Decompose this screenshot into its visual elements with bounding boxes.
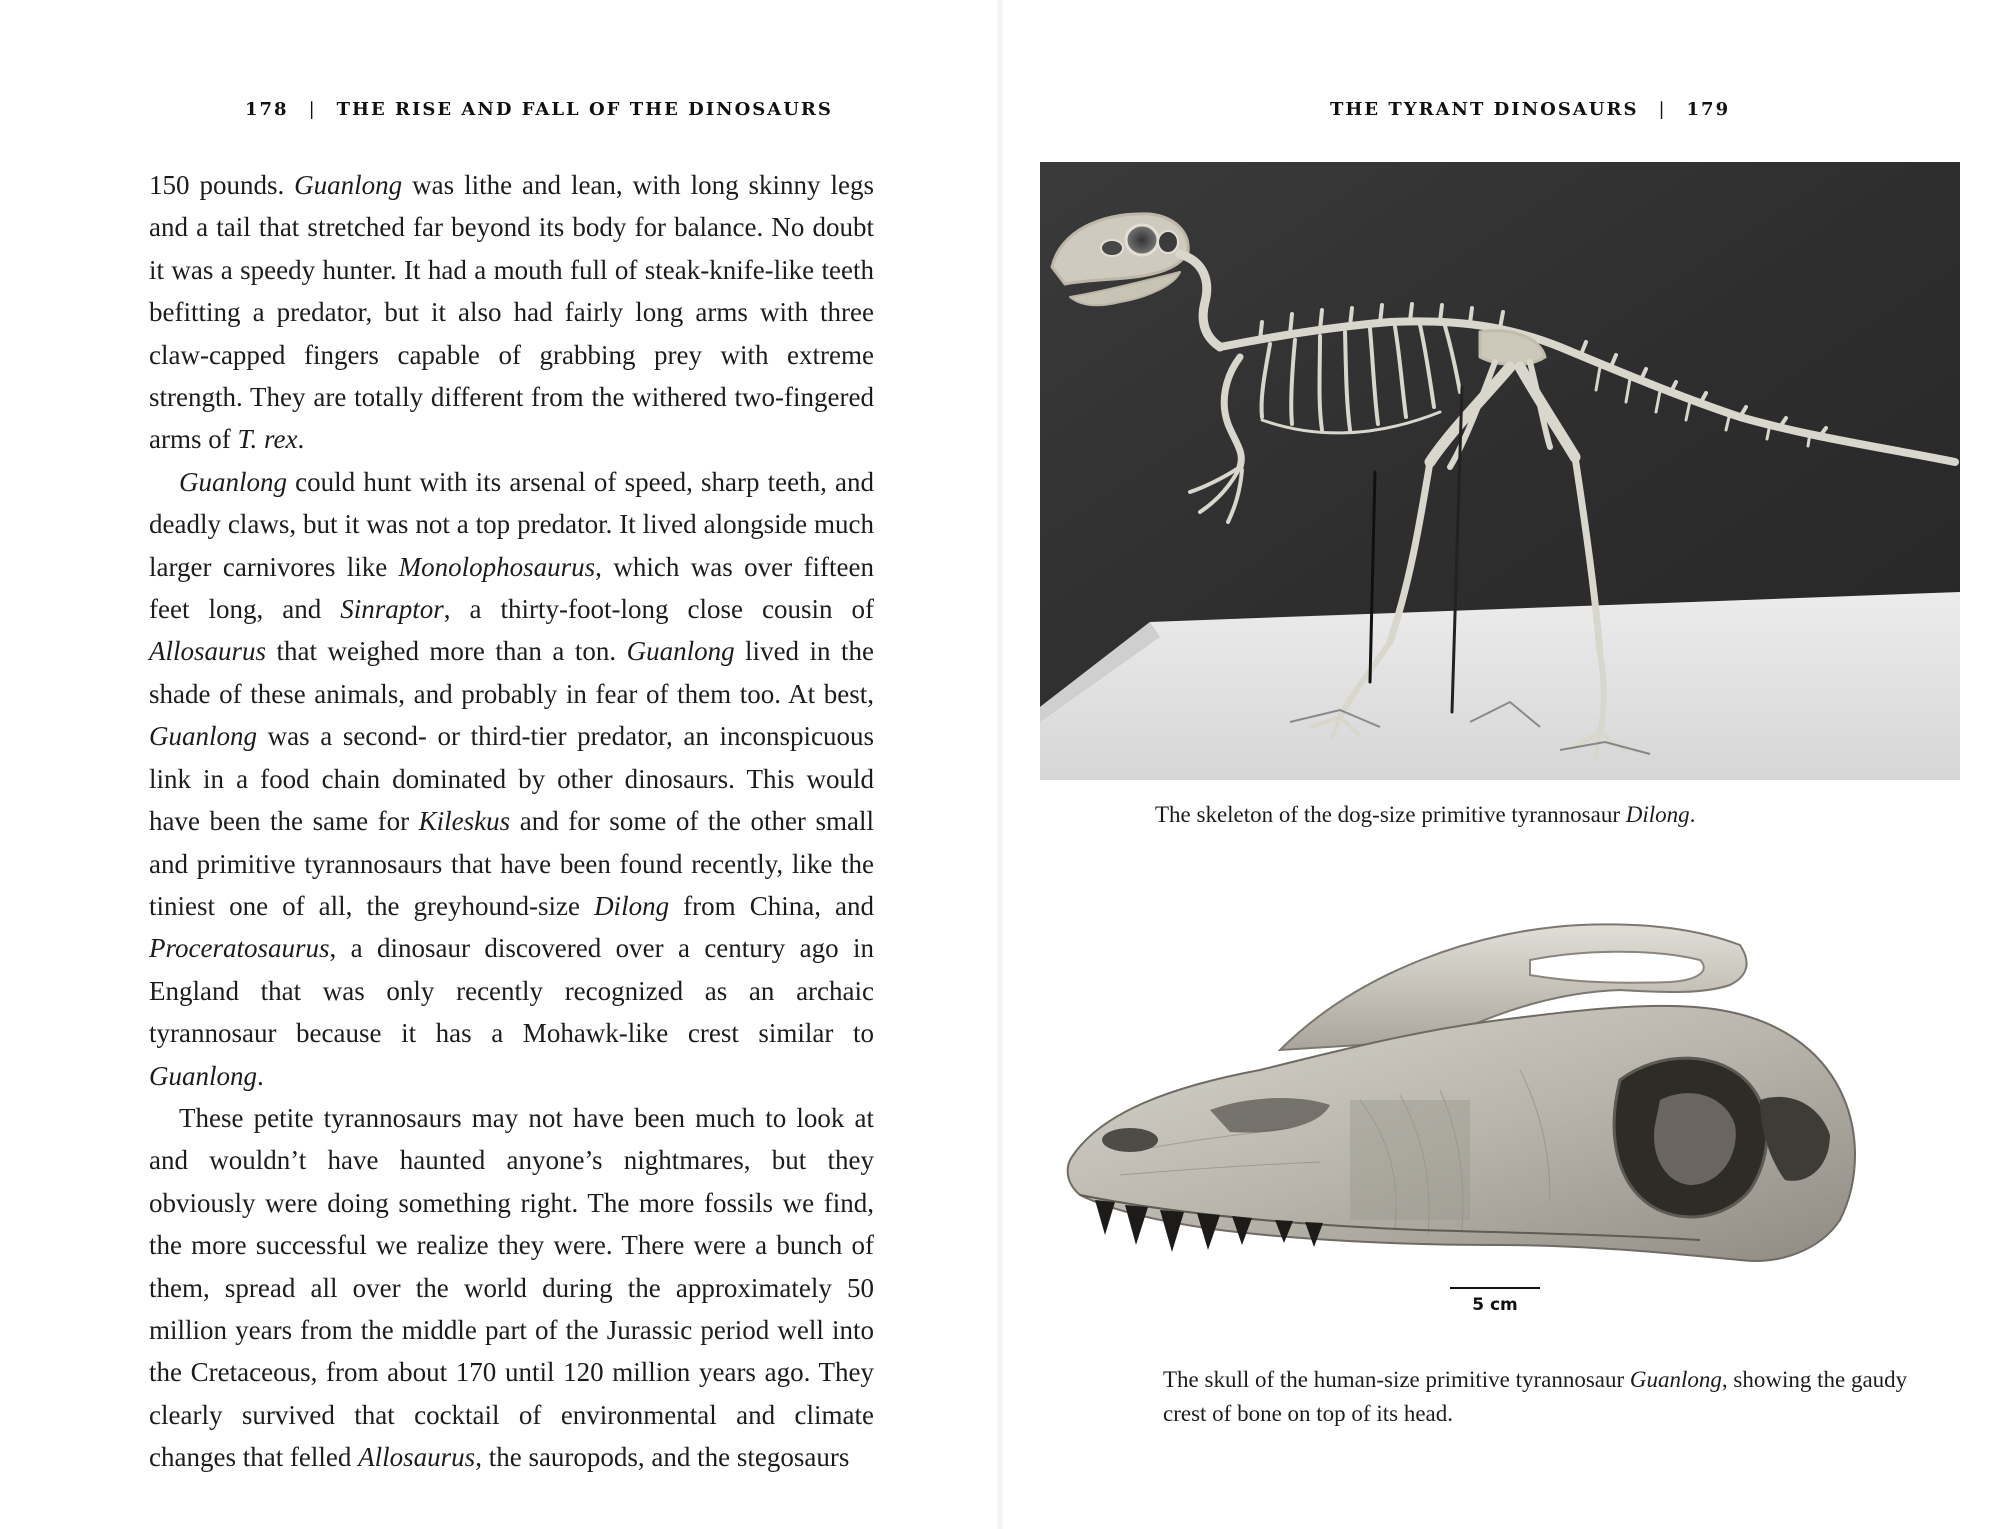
italic-text: Dilong <box>1625 802 1690 827</box>
text-run: that weighed more than a ton. <box>266 636 627 667</box>
italic-text: Guanlong <box>179 466 287 497</box>
dilong-skeleton-photo <box>1040 162 1960 780</box>
text-run: . <box>1689 802 1696 827</box>
italic-text: Allosaurus <box>358 1442 476 1473</box>
right-header-title: THE TYRANT DINOSAURS <box>1330 99 1639 120</box>
italic-text: T. rex <box>237 424 298 455</box>
italic-text: Kileskus <box>418 806 511 837</box>
text-run: was lithe and lean, with long skinny legs and a tail that stretched far beyond its body for balance. No doubt it was a speedy hunter. It had a mouth full of steak-knife-like teeth befitting a predator, but it also had fairly long arms with three claw-capped fingers capable of grabbing prey with extreme strength. They are totally different from the withered two-fingered arms of <box>149 170 874 455</box>
text-run: , a thirty-foot-long close cousin of <box>443 594 874 625</box>
text-run: , which was over fifteen feet long, and <box>149 551 874 625</box>
paragraph-3 <box>149 1097 874 1479</box>
figure-1-caption <box>1155 798 1855 832</box>
italic-text: Sinraptor <box>340 594 444 625</box>
italic-text: Guanlong <box>626 636 735 667</box>
italic-text: Monolophosaurus <box>398 551 596 582</box>
text-run: from China, and <box>669 890 874 921</box>
text-run: and for some of the other small and primitive tyrannosaurs that have been found recently, like the tiniest one of all, the greyhound-size <box>149 806 874 921</box>
left-running-header <box>245 99 833 120</box>
text-run: The skull of the human-size primitive tyrannosaur <box>1163 1367 1630 1392</box>
text-run: These petite tyrannosaurs may not have been much to look at and wouldn’t have haunted anyone’s nightmares, but they obviously were doing something right. The more fossils we find, the more successful we realize they were. There were a bunch of them, spread all over the world during the approximately 50 million years from the middle part of the Jurassic period well into the Cretaceous, from about 170 until 120 million years ago. They clearly survived that cocktail of environmental and climate changes that felled <box>149 1102 874 1473</box>
text-run: , a dinosaur discovered over a century ago in England that was only recently recognized as an archaic tyrannosaur because it has a Mohawk-like crest similar to <box>149 933 874 1049</box>
italic-text: Proceratosaurus <box>149 933 330 964</box>
scale-bar-label: 5 cm <box>1472 1295 1518 1315</box>
left-page-number: 178 <box>245 99 289 120</box>
left-header-title: THE RISE AND FALL OF THE DINOSAURS <box>336 99 833 120</box>
text-run: was a second- or third-tier predator, an inconspicuous link in a food chain dominated by other dinosaurs. This would have been the same for <box>149 721 874 837</box>
italic-text: Guanlong <box>1629 1367 1722 1392</box>
text-run: could hunt with its arsenal of speed, sharp teeth, and deadly claws, but it was not a top predator. It lived alongside much larger carnivores like <box>149 466 874 582</box>
italic-text: Dilong <box>594 890 670 921</box>
italic-text: Allosaurus <box>149 636 267 667</box>
paragraph-1 <box>149 164 874 461</box>
text-run: . <box>297 424 305 455</box>
text-run: , showing the gaudy crest of bone on top of its head. <box>1163 1367 1908 1426</box>
figure-2-caption <box>1163 1363 1923 1431</box>
text-run: lived in the shade of these animals, and probably in fear of them too. At best, <box>149 636 875 709</box>
text-run: 150 pounds. <box>149 170 295 200</box>
right-page <box>1000 0 2000 1529</box>
italic-text: Guanlong <box>294 170 403 200</box>
guanlong-skull-photo <box>1060 900 1920 1320</box>
text-run: , the sauropods, and the stegosaurs <box>475 1442 850 1473</box>
body-text <box>149 164 874 1479</box>
italic-text: Guanlong <box>149 721 257 752</box>
text-run: . <box>257 1060 264 1091</box>
italic-text: Guanlong <box>149 1060 257 1091</box>
paragraph-2 <box>149 461 874 1097</box>
text-run: The skeleton of the dog-size primitive tyrannosaur <box>1155 802 1626 827</box>
right-header-separator: | <box>1658 99 1667 120</box>
left-header-separator: | <box>308 99 317 120</box>
right-running-header <box>1330 99 1730 120</box>
right-page-number: 179 <box>1686 99 1731 120</box>
